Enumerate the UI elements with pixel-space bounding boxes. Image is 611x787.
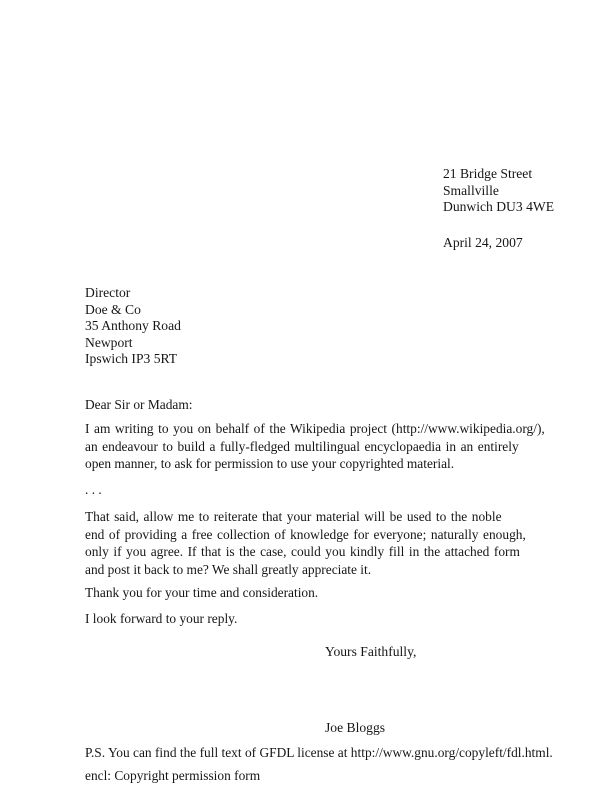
recipient-address-line: Newport	[85, 334, 133, 350]
sender-address	[443, 166, 554, 216]
closing-phrase: Yours Faithfully,	[325, 644, 417, 659]
paragraph-line: and post it back to me? We shall greatly appreciate it.	[85, 561, 372, 577]
sender-address-line: Smallville	[443, 182, 499, 198]
paragraph-line: That said, allow me to reiterate that your material will be used to the noble	[85, 509, 502, 524]
recipient-address	[85, 285, 181, 368]
paragraph-line: end of providing a free collection of knowledge for everyone; naturally enough,	[85, 526, 526, 542]
enclosure-note: encl: Copyright permission form	[85, 768, 261, 783]
sender-address-line: 21 Bridge Street	[443, 166, 533, 181]
paragraph-line: only if you agree. If that is the case, could you kindly fill in the attached form	[85, 544, 520, 559]
recipient-address-line: Ipswich IP3 5RT	[85, 351, 178, 366]
letter-date: April 24, 2007	[443, 235, 523, 250]
paragraph-line: an endeavour to build a fully-fledged multilingual encyclopaedia in an entirely	[85, 438, 519, 454]
paragraph-line: open manner, to ask for permission to use your copyrighted material.	[85, 456, 455, 471]
body-paragraph-3: Thank you for your time and consideration.	[85, 585, 319, 600]
signature-name: Joe Bloggs	[325, 720, 386, 735]
recipient-address-line: 35 Anthony Road	[85, 318, 181, 333]
recipient-address-line: Doe & Co	[85, 301, 141, 317]
recipient-address-line: Director	[85, 285, 131, 300]
sender-address-line: Dunwich DU3 4WE	[443, 199, 554, 214]
body-paragraph-4: I look forward to your reply.	[85, 611, 238, 626]
paragraph-line: I am writing to you on behalf of the Wikipedia project (http://www.wikipedia.org/),	[85, 421, 545, 436]
salutation: Dear Sir or Madam:	[85, 397, 193, 412]
postscript-line: P.S. You can find the full text of GFDL license at http://www.gnu.org/copyleft/fdl.html.	[85, 745, 553, 760]
body-paragraph-2	[85, 508, 585, 578]
body-paragraph-1	[85, 420, 585, 473]
ellipsis-line: . . .	[85, 482, 102, 497]
